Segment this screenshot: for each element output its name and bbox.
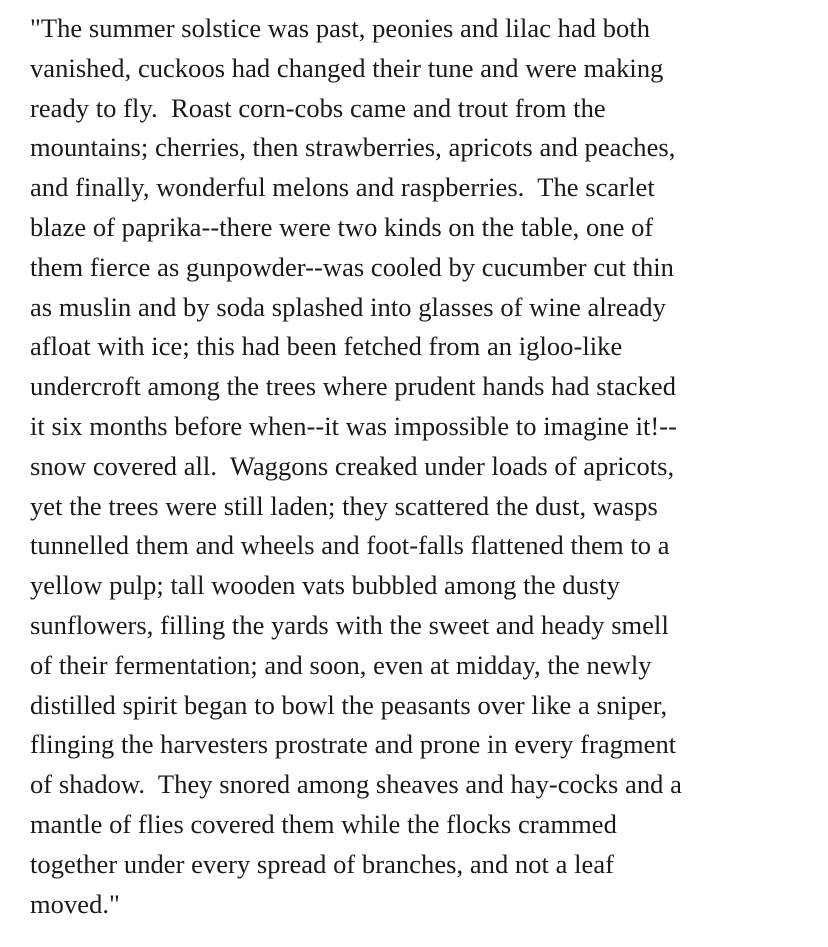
quote-line: it six months before when--it was impossible to imagine it!-- [30,410,678,441]
quote-line: yellow pulp; tall wooden vats bubbled among the dusty [30,570,620,601]
quote-line: ready to fly. Roast corn-cobs came and trout from the [30,92,606,123]
quote-paragraph [30,9,820,924]
quote-line: vanished, cuckoos had changed their tune and were making [30,52,664,83]
quote-line: them fierce as gunpowder--was cooled by cucumber cut thin [30,251,674,282]
quote-line: sunflowers, filling the yards with the sweet and heady smell [30,609,669,640]
quote-line: yet the trees were still laden; they scattered the dust, wasps [30,490,658,521]
quote-line: as muslin and by soda splashed into glasses of wine already [30,291,666,322]
quote-line: undercroft among the trees where prudent hands had stacked [30,371,677,402]
quote-line: together under every spread of branches, and not a leaf [30,848,615,879]
quote-line: flinging the harvesters prostrate and prone in every fragment [30,729,677,760]
quote-line: mantle of flies covered them while the flocks crammed [30,808,617,839]
quote-line: distilled spirit began to bowl the peasants over like a sniper, [30,689,668,720]
quote-line: of their fermentation; and soon, even at midday, the newly [30,649,652,680]
quote-line: blaze of paprika--there were two kinds on the table, one of [30,211,654,242]
quote-line: afloat with ice; this had been fetched from an igloo-like [30,331,623,362]
quote-line: "The summer solstice was past, peonies and lilac had both [30,13,651,43]
quote-line: of shadow. They snored among sheaves and hay-cocks and a [30,769,682,800]
quote-line: and finally, wonderful melons and raspberries. The scarlet [30,172,655,203]
quote-line: mountains; cherries, then strawberries, apricots and peaches, [30,132,676,163]
quote-line: snow covered all. Waggons creaked under loads of apricots, [30,450,675,481]
quote-line: tunnelled them and wheels and foot-falls flattened them to a [30,530,670,561]
quote-line: moved." [30,888,120,919]
